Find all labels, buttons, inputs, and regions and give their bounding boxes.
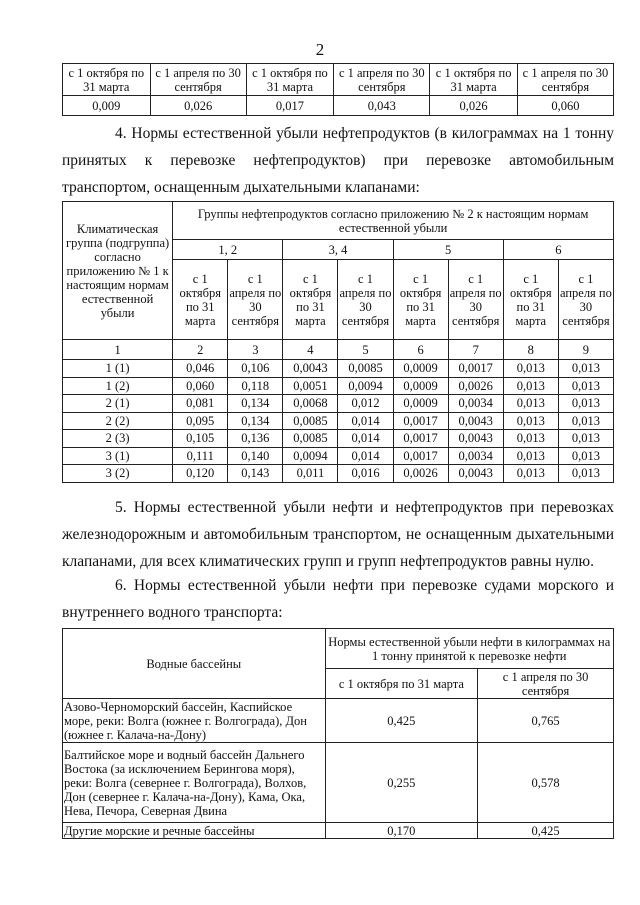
column-number: 5 xyxy=(338,340,393,360)
value-cell: 0,120 xyxy=(173,465,228,483)
basin-name: Другие морские и речные бассейны xyxy=(63,823,326,839)
page-number: 2 xyxy=(315,40,325,59)
paragraph-4: 4. Нормы естественной убыли нефтепродуктов (в килограммах на 1 тонну принятых к перевозке нефтепродуктов) при перевозке автомобильным транспортом, оснащенным дыхательными клапанами: xyxy=(62,125,614,196)
value-cell: 0,143 xyxy=(228,465,283,483)
climate-group: 3 (1) xyxy=(63,447,173,465)
value-cell: 0,043 xyxy=(334,96,430,116)
value-cell: 0,0026 xyxy=(393,465,448,483)
table-row xyxy=(63,412,614,430)
table-row xyxy=(63,377,614,395)
group-label: 6 xyxy=(503,240,613,260)
value-cell: 0,0094 xyxy=(283,447,338,465)
value-cell: 0,011 xyxy=(283,465,338,483)
climate-group: 2 (3) xyxy=(63,430,173,448)
main-table xyxy=(62,201,614,483)
value-cell: 0,0043 xyxy=(448,412,503,430)
water-basins-table xyxy=(62,628,614,839)
group-label: 1, 2 xyxy=(173,240,283,260)
col1-header: Водные бассейны xyxy=(63,629,326,699)
table-row xyxy=(63,395,614,413)
value-cell: 0,0026 xyxy=(448,377,503,395)
value-cell: 0,013 xyxy=(558,412,613,430)
column-number: 4 xyxy=(283,340,338,360)
value-cell: 0,013 xyxy=(503,430,558,448)
value-cell: 0,765 xyxy=(478,699,614,743)
value-cell: 0,095 xyxy=(173,412,228,430)
column-number: 7 xyxy=(448,340,503,360)
period-header: с 1 апреля по 30 сентября xyxy=(478,669,614,699)
col1-header: Климатическая группа (подгруппа) согласно приложению № 1 к настоящим нормам естественной убыли xyxy=(63,202,173,340)
value-cell: 0,0017 xyxy=(393,412,448,430)
period-header: с 1 апреля по 30 сентября xyxy=(228,260,283,340)
value-cell: 0,060 xyxy=(173,377,228,395)
climate-group: 2 (2) xyxy=(63,412,173,430)
period-header: с 1 апреля по 30 сентября xyxy=(338,260,393,340)
value-cell: 0,111 xyxy=(173,447,228,465)
group-label: 5 xyxy=(393,240,503,260)
value-cell: 0,014 xyxy=(338,430,393,448)
value-cell: 0,578 xyxy=(478,743,614,823)
value-cell: 0,013 xyxy=(558,377,613,395)
value-cell: 0,425 xyxy=(478,823,614,839)
value-cell: 0,013 xyxy=(503,447,558,465)
value-cell: 0,0017 xyxy=(393,430,448,448)
value-cell: 0,0051 xyxy=(283,377,338,395)
value-cell: 0,134 xyxy=(228,395,283,413)
value-cell: 0,0043 xyxy=(448,465,503,483)
value-cell: 0,013 xyxy=(503,395,558,413)
table-row xyxy=(63,430,614,448)
value-cell: 0,0094 xyxy=(338,377,393,395)
value-cell: 0,0085 xyxy=(283,412,338,430)
value-cell: 0,013 xyxy=(503,465,558,483)
climate-group: 1 (2) xyxy=(63,377,173,395)
group-label: 3, 4 xyxy=(283,240,393,260)
header-cell: с 1 октября по 31 марта xyxy=(63,64,151,96)
header-cell: с 1 апреля по 30 сентября xyxy=(334,64,430,96)
value-cell: 0,060 xyxy=(517,96,613,116)
value-cell: 0,026 xyxy=(430,96,518,116)
header-cell: с 1 октября по 31 марта xyxy=(246,64,334,96)
column-number: 9 xyxy=(558,340,613,360)
value-cell: 0,105 xyxy=(173,430,228,448)
climate-group: 1 (1) xyxy=(63,360,173,378)
value-cell: 0,0009 xyxy=(393,377,448,395)
value-cell: 0,134 xyxy=(228,412,283,430)
value-cell: 0,0034 xyxy=(448,447,503,465)
table-row xyxy=(63,465,614,483)
value-cell: 0,0009 xyxy=(393,395,448,413)
header-cell: с 1 апреля по 30 сентября xyxy=(517,64,613,96)
column-number: 8 xyxy=(503,340,558,360)
value-cell: 0,013 xyxy=(503,377,558,395)
value-cell: 0,170 xyxy=(325,823,478,839)
column-number: 6 xyxy=(393,340,448,360)
period-header: с 1 апреля по 30 сентября xyxy=(448,260,503,340)
value-cell: 0,140 xyxy=(228,447,283,465)
climate-group: 2 (1) xyxy=(63,395,173,413)
table-row xyxy=(63,447,614,465)
top-table xyxy=(62,63,614,116)
value-cell: 0,0009 xyxy=(393,360,448,378)
period-header: с 1 октября по 31 марта xyxy=(393,260,448,340)
value-cell: 0,013 xyxy=(558,360,613,378)
value-cell: 0,255 xyxy=(325,743,478,823)
column-number: 1 xyxy=(63,340,173,360)
value-cell: 0,0034 xyxy=(448,395,503,413)
basin-name: Балтийское море и водный бассейн Дальнего Востока (за исключением Берингова моря), реки: Волга (севернее г. Волгограда), Волхов, Дон (севернее г. Калача-на-Дону), Кама, Ока, Нева, Печора, Северная Двина xyxy=(63,743,326,823)
value-cell: 0,013 xyxy=(503,360,558,378)
value-cell: 0,012 xyxy=(338,395,393,413)
paragraph-5: 5. Нормы естественной убыли нефти и нефтепродуктов при перевозках железнодорожным и автомобильным транспортом, не оснащенным дыхательными клапанами, для всех климатических групп и групп нефтепродуктов равны нулю. xyxy=(62,499,614,570)
value-cell: 0,046 xyxy=(173,360,228,378)
value-cell: 0,106 xyxy=(228,360,283,378)
norm-header: Нормы естественной убыли нефти в килограммах на 1 тонну принятой к перевозке нефти xyxy=(325,629,613,669)
value-cell: 0,013 xyxy=(558,395,613,413)
value-cell: 0,136 xyxy=(228,430,283,448)
value-cell: 0,009 xyxy=(63,96,151,116)
value-cell: 0,026 xyxy=(150,96,246,116)
value-cell: 0,425 xyxy=(325,699,478,743)
table-row xyxy=(63,360,614,378)
value-cell: 0,014 xyxy=(338,412,393,430)
basin-name: Азово-Черноморский бассейн, Каспийское море, реки: Волга (южнее г. Волгограда), Дон (южнее г. Калача-на-Дону) xyxy=(63,699,326,743)
value-cell: 0,0043 xyxy=(448,430,503,448)
column-number: 3 xyxy=(228,340,283,360)
value-cell: 0,013 xyxy=(558,465,613,483)
value-cell: 0,0017 xyxy=(393,447,448,465)
period-header: с 1 октября по 31 марта xyxy=(325,669,478,699)
value-cell: 0,017 xyxy=(246,96,334,116)
value-cell: 0,013 xyxy=(558,430,613,448)
header-cell: с 1 октября по 31 марта xyxy=(430,64,518,96)
value-cell: 0,0017 xyxy=(448,360,503,378)
period-header: с 1 октября по 31 марта xyxy=(173,260,228,340)
period-header: с 1 октября по 31 марта xyxy=(503,260,558,340)
value-cell: 0,0043 xyxy=(283,360,338,378)
header-cell: с 1 апреля по 30 сентября xyxy=(150,64,246,96)
value-cell: 0,0085 xyxy=(283,430,338,448)
value-cell: 0,081 xyxy=(173,395,228,413)
value-cell: 0,016 xyxy=(338,465,393,483)
value-cell: 0,013 xyxy=(503,412,558,430)
value-cell: 0,014 xyxy=(338,447,393,465)
column-number: 2 xyxy=(173,340,228,360)
value-cell: 0,118 xyxy=(228,377,283,395)
period-header: с 1 апреля по 30 сентября xyxy=(558,260,613,340)
value-cell: 0,0085 xyxy=(338,360,393,378)
value-cell: 0,013 xyxy=(558,447,613,465)
value-cell: 0,0068 xyxy=(283,395,338,413)
climate-group: 3 (2) xyxy=(63,465,173,483)
paragraph-6: 6. Нормы естественной убыли нефти при перевозке судами морского и внутреннего водного транспорта: xyxy=(62,577,614,621)
group-header: Группы нефтепродуктов согласно приложению № 2 к настоящим нормам естественной убыли xyxy=(173,202,614,240)
period-header: с 1 октября по 31 марта xyxy=(283,260,338,340)
